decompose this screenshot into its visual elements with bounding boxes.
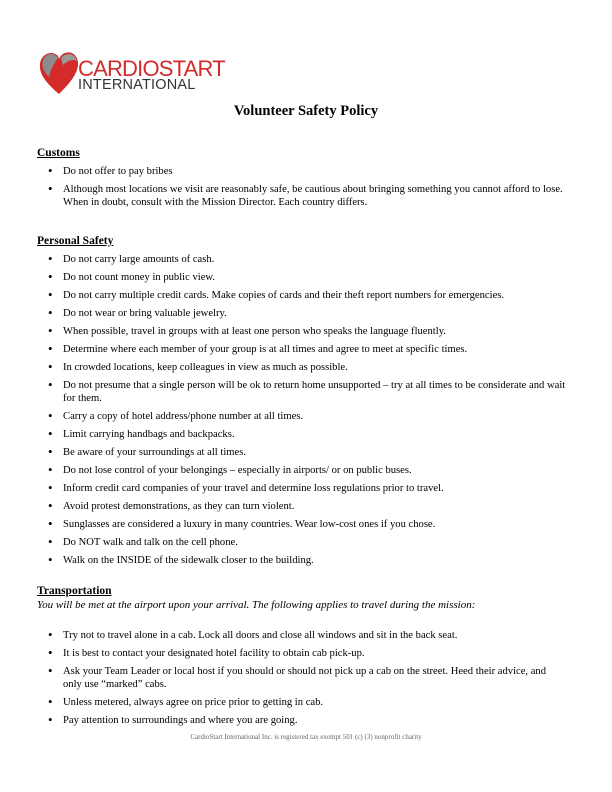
list-item: • Do not lose control of your belongings – especially in airports/ or on public buses. xyxy=(44,464,566,477)
list-item: • When possible, travel in groups with at least one person who speaks the language fluently. xyxy=(44,325,566,338)
list-item: • It is best to contact your designated hotel facility to obtain cab pick-up. xyxy=(44,647,566,660)
page-footer: CardioStart International Inc. is registered tax exempt 501 (c) (3) nonprofit charity xyxy=(190,733,422,741)
list-item: • Do not presume that a single person will be ok to return home unsupported – try at all times to be considerate and wait for them. xyxy=(44,379,566,405)
list-item: • Limit carrying handbags and backpacks. xyxy=(44,428,566,441)
list-item: • Be aware of your surroundings at all times. xyxy=(44,446,566,459)
list-item: • Ask your Team Leader or local host if you should or should not pick up a cab on the street. Heed their advice, and only use “marked” cabs. xyxy=(44,665,566,691)
page-title: Volunteer Safety Policy xyxy=(233,103,379,119)
transportation-heading: Transportation xyxy=(37,585,112,597)
list-item: • In crowded locations, keep colleagues in view as much as possible. xyxy=(44,361,566,374)
list-item: • Carry a copy of hotel address/phone number at all times. xyxy=(44,410,566,423)
transportation-note: You will be met at the airport upon your arrival. The following applies to travel during the mission: xyxy=(37,599,476,611)
list-item: • Pay attention to surroundings and where you are going. xyxy=(44,714,566,727)
list-item: • Walk on the INSIDE of the sidewalk closer to the building. xyxy=(44,554,566,567)
list-item: • Do not offer to pay bribes xyxy=(44,165,566,178)
list-item: • Although most locations we visit are reasonably safe, be cautious about bringing something you cannot afford to lose. When in doubt, consult with the Mission Director. Each country differs. xyxy=(44,183,566,209)
logo-wordmark-international: INTERNATIONAL xyxy=(78,77,196,93)
list-item: • Do NOT walk and talk on the cell phone. xyxy=(44,536,566,549)
list-item: • Avoid protest demonstrations, as they can turn violent. xyxy=(44,500,566,513)
list-item: • Try not to travel alone in a cab. Lock all doors and close all windows and sit in the back seat. xyxy=(44,629,566,642)
list-item: • Do not count money in public view. xyxy=(44,271,566,284)
company-logo xyxy=(38,50,225,98)
customs-list xyxy=(44,165,566,209)
list-item: • Sunglasses are considered a luxury in many countries. Wear low-cost ones if you chose. xyxy=(44,518,566,531)
transportation-list xyxy=(44,629,566,727)
list-item: • Determine where each member of your group is at all times and agree to meet at specific times. xyxy=(44,343,566,356)
list-item: • Do not carry multiple credit cards. Make copies of cards and their theft report numbers for emergencies. xyxy=(44,289,566,302)
list-item: • Unless metered, always agree on price prior to getting in cab. xyxy=(44,696,566,709)
list-item: • Do not wear or bring valuable jewelry. xyxy=(44,307,566,320)
list-item: • Do not carry large amounts of cash. xyxy=(44,253,566,266)
personal-safety-heading: Personal Safety xyxy=(37,235,114,247)
heart-logo-icon xyxy=(38,50,80,96)
customs-heading: Customs xyxy=(37,147,80,159)
logo-wordmark-cardiostart: CARDIOSTART xyxy=(78,56,225,81)
personal-safety-list xyxy=(44,253,566,567)
list-item: • Inform credit card companies of your travel and determine loss regulations prior to travel. xyxy=(44,482,566,495)
